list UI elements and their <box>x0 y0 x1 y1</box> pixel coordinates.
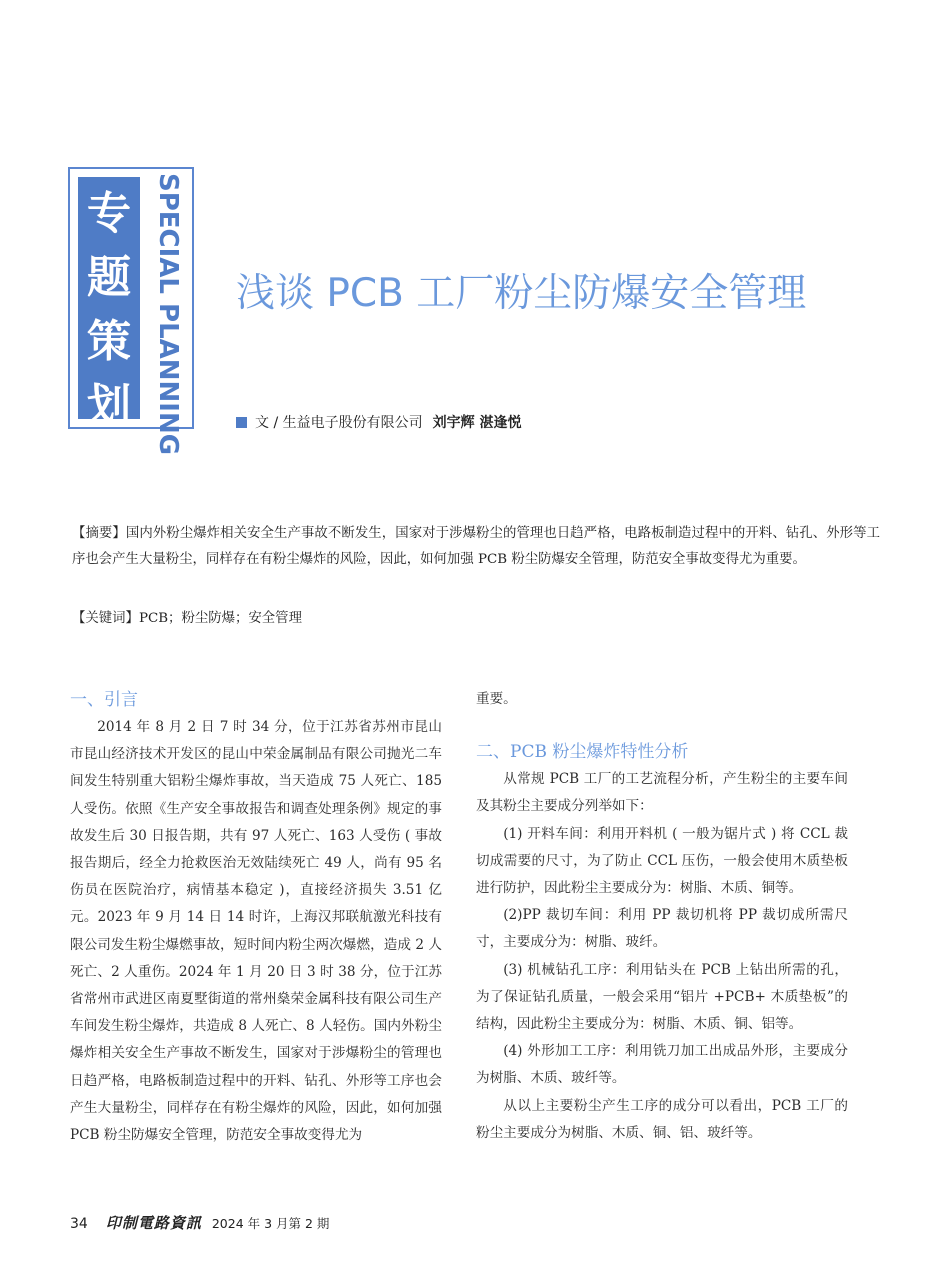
body-paragraph: (2)PP 裁切车间：利用 PP 裁切机将 PP 裁切成所需尺寸，主要成分为：树脂、玻纤。 <box>476 907 848 951</box>
column-char: 题 <box>87 252 131 303</box>
abstract: 【摘要】国内外粉尘爆炸相关安全生产事故不断发生，国家对于涉爆粉尘的管理也日趋严格，电路板制造过程中的开料、钻孔、外形等工序也会产生大量粉尘，同样存在有粉尘爆炸的风险，因此，如何加强 PCB 粉尘防爆安全管理，防范安全事故变得尤为重要。 <box>72 526 880 567</box>
column-label-english: SPECIAL PLANNING <box>153 173 183 456</box>
square-bullet-icon <box>236 417 247 428</box>
intro-paragraph: 2014 年 8 月 2 日 7 时 34 分，位于江苏省苏州市昆山市昆山经济技术开发区的昆山中荣金属制品有限公司抛光二车间发生特别重大铝粉尘爆炸事故，当天造成 75 人死亡、185 人受伤。依照《生产安全事故报告和调查处理条例》规定的事故发生后 30 日报告期，共有 97 人死亡、163 人受伤 ( 事故报告期后，经全力抢救医治无效陆续死亡 49 人，尚有 95 名伤员在医院治疗，病情基本稳定 )，直接经济损失 3.51 亿元。2023 年 9 月 14 日 14 时许，上海汉邦联航激光科技有限公司发生粉尘爆燃事故，短时间内粉尘两次爆燃，造成 2 人死亡、2 人重伤。2024 年 1 月 20 日 3 时 38 分，位于江苏省常州市武进区南夏墅街道的常州燊荣金属科技有限公司生产车间发生粉尘爆炸，共造成 8 人死亡、8 人轻伤。国内外粉尘爆炸相关安全生产事故不断发生，国家对于涉爆粉尘的管理也日趋严格，电路板制造过程中的开料、钻孔、外形等工序也会产生大量粉尘，同样存在有粉尘爆炸的风险，因此，如何加强 PCB 粉尘防爆安全管理，防范安全事故变得尤为 <box>70 719 442 1144</box>
section-heading-dust-analysis: 二、PCB 粉尘爆炸特性分析 <box>476 742 689 763</box>
body-paragraph: (1) 开料车间：利用开料机 ( 一般为锯片式 ) 将 CCL 裁切成需要的尺寸，为了防止 CCL 压伤，一般会使用木质垫板进行防护，因此粉尘主要成分为：树脂、木质、铜等。 <box>476 825 848 897</box>
body-paragraph: (3) 机械钻孔工序：利用钻头在 PCB 上钻出所需的孔，为了保证钻孔质量，一般会采用“铝片 +PCB+ 木质垫板”的结构，因此粉尘主要成分为：树脂、木质、铜、铝等。 <box>476 961 848 1033</box>
column-char: 划 <box>87 380 131 431</box>
column-label-chinese <box>78 177 140 431</box>
byline-affiliation: 文 / 生益电子股份有限公司 <box>255 415 423 431</box>
byline <box>236 412 522 432</box>
intro-paragraph-continuation: 重要。 <box>476 691 517 707</box>
article-title: 浅谈 PCB 工厂粉尘防爆安全管理 <box>236 271 807 316</box>
keywords: 【关键词】PCB；粉尘防爆；安全管理 <box>72 611 302 626</box>
magazine-name: 印制電路資訊 <box>105 1214 202 1232</box>
left-column <box>70 686 442 1149</box>
body-paragraph: 从常规 PCB 工厂的工艺流程分析，产生粉尘的主要车间及其粉尘主要成分列举如下： <box>476 771 848 815</box>
column-char: 专 <box>87 188 131 239</box>
column-char: 策 <box>87 316 131 367</box>
page-number: 34 <box>70 1216 88 1232</box>
issue-info: 2024 年 3 月第 2 期 <box>211 1216 330 1231</box>
column-label-box <box>68 167 194 456</box>
right-column <box>476 686 848 1147</box>
body-paragraph: 从以上主要粉尘产生工序的成分可以看出，PCB 工厂的粉尘主要成分为树脂、木质、铜、铝、玻纤等。 <box>476 1097 848 1141</box>
body-paragraph: (4) 外形加工工序：利用铣刀加工出成品外形，主要成分为树脂、木质、玻纤等。 <box>476 1043 848 1087</box>
section-heading-introduction: 一、引言 <box>70 690 138 710</box>
byline-authors: 刘宇辉 湛逢悦 <box>432 415 522 431</box>
page-footer <box>70 1212 329 1233</box>
